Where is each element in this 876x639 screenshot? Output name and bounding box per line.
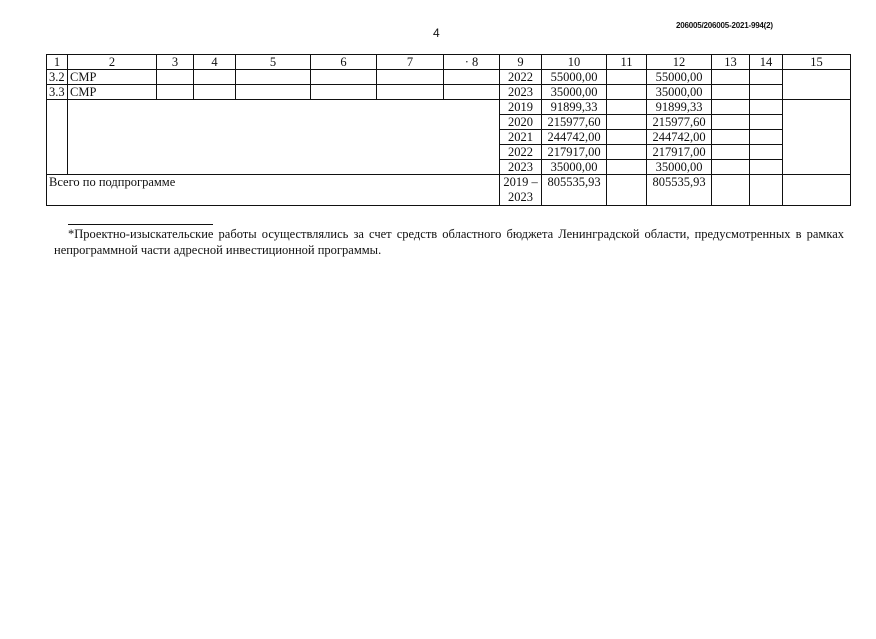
summary-years — [500, 175, 542, 206]
year-cell: 2023 — [500, 160, 542, 175]
budget-table — [46, 54, 851, 206]
amount-cell: 35000,00 — [542, 160, 607, 175]
header-cell: 13 — [712, 55, 750, 70]
row-number: 3.2 — [47, 70, 68, 85]
year-cell: 2019 — [500, 100, 542, 115]
header-cell: 4 — [194, 55, 236, 70]
amount-cell: 91899,33 — [542, 100, 607, 115]
document-id: 206005/206005-2021-994(2) — [676, 21, 773, 30]
footnote-rule — [68, 224, 213, 225]
row-year: 2022 — [500, 70, 542, 85]
amount-cell: 215977,60 — [542, 115, 607, 130]
row-amount: 35000,00 — [542, 85, 607, 100]
summary-year-to: 2023 — [508, 190, 533, 204]
row-year: 2023 — [500, 85, 542, 100]
amount-cell: 244742,00 — [542, 130, 607, 145]
total-cell: 91899,33 — [647, 100, 712, 115]
total-cell: 244742,00 — [647, 130, 712, 145]
row-total: 55000,00 — [647, 70, 712, 85]
header-cell: 14 — [750, 55, 783, 70]
header-cell: 7 — [377, 55, 444, 70]
summary-year-from: 2019 – — [503, 175, 538, 189]
row-number: 3.3 — [47, 85, 68, 100]
footnote: *Проектно-изыскательские работы осуществлялись за счет средств областного бюджета Ленинградской области, предусмотренных в рамках непрограммной части адресной инвестиционной программы. — [54, 227, 844, 257]
merged-empty-cell — [68, 100, 500, 175]
table-row — [47, 100, 851, 115]
header-cell: 1 — [47, 55, 68, 70]
year-cell: 2020 — [500, 115, 542, 130]
empty-cell — [783, 70, 851, 100]
header-cell: 12 — [647, 55, 712, 70]
table-row — [47, 70, 851, 85]
year-cell: 2022 — [500, 145, 542, 160]
header-cell: 11 — [607, 55, 647, 70]
amount-cell: 217917,00 — [542, 145, 607, 160]
summary-label: Всего по подпрограмме — [47, 175, 500, 206]
total-cell: 215977,60 — [647, 115, 712, 130]
summary-amount: 805535,93 — [542, 175, 607, 206]
header-cell: · 8 — [444, 55, 500, 70]
row-amount: 55000,00 — [542, 70, 607, 85]
header-cell: 6 — [311, 55, 377, 70]
summary-row — [47, 175, 851, 206]
header-cell: 2 — [68, 55, 157, 70]
year-cell: 2021 — [500, 130, 542, 145]
total-cell: 35000,00 — [647, 160, 712, 175]
empty-cell — [47, 100, 68, 175]
table-header-row — [47, 55, 851, 70]
header-cell: 5 — [236, 55, 311, 70]
row-name: СМР — [68, 70, 157, 85]
row-name: СМР — [68, 85, 157, 100]
page-number: 4 — [433, 26, 440, 40]
total-cell: 217917,00 — [647, 145, 712, 160]
header-cell: 3 — [157, 55, 194, 70]
header-cell: 15 — [783, 55, 851, 70]
summary-total: 805535,93 — [647, 175, 712, 206]
header-cell: 10 — [542, 55, 607, 70]
row-total: 35000,00 — [647, 85, 712, 100]
header-cell: 9 — [500, 55, 542, 70]
empty-cell — [783, 100, 851, 175]
table-row — [47, 85, 851, 100]
